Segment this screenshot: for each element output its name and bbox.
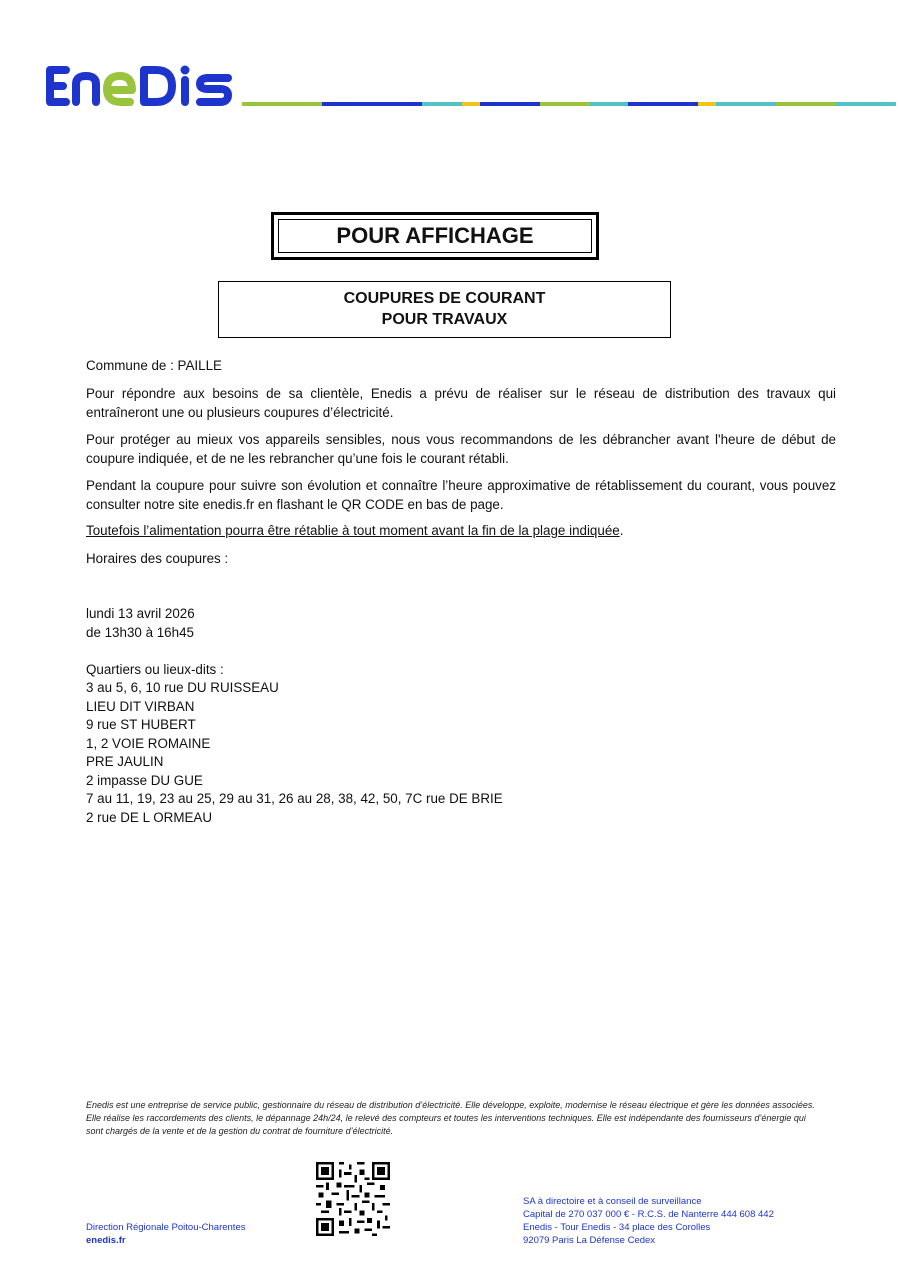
- legal-info: [523, 1195, 774, 1247]
- list-item: 2 impasse DU GUE: [86, 772, 203, 788]
- legal-line: Capital de 270 037 000 € - R.C.S. de Nanterre 444 608 442: [523, 1209, 774, 1220]
- legal-line: 92079 Paris La Défense Cedex: [523, 1235, 656, 1246]
- quartiers-label: Quartiers ou lieux-dits :: [86, 662, 224, 677]
- regional-direction: Direction Régionale Poitou-Charentes: [86, 1222, 246, 1233]
- paragraph-4: [86, 522, 836, 541]
- enedis-logo: [44, 62, 236, 110]
- subtitle-line-1: COUPURES DE COURANT: [343, 290, 546, 307]
- company-note: Enedis est une entreprise de service public, gestionnaire du réseau de distribution d’électricité. Elle développe, exploite, modernise le réseau électrique et gère les données associées. Elle réalise les raccordements des clients, le dépannage 24h/24, le relevé des compteurs et toutes les interventions techniques. Elle est indépendante des fournisseurs d’énergie qui sont chargés de la vente et de la gestion du contrat de fourniture d’électricité.: [86, 1100, 815, 1136]
- restore-notice: Toutefois l’alimentation pourra être rétablie à tout moment avant la fin de la plage indiquée: [86, 523, 620, 538]
- list-item: 1, 2 VOIE ROMAINE: [86, 735, 211, 751]
- places-list: [86, 679, 836, 827]
- title-frame: [271, 212, 599, 260]
- paragraph-1: Pour répondre aux besoins de sa clientèle, Enedis a prévu de réaliser sur le réseau de distribution des travaux qui entraîneront une ou plusieurs coupures d’électricité.: [86, 386, 836, 420]
- list-item: PRE JAULIN: [86, 754, 164, 769]
- list-item: 3 au 5, 6, 10 rue DU RUISSEAU: [86, 680, 279, 695]
- legal-line: SA à directoire et à conseil de surveillance: [523, 1196, 702, 1207]
- list-item: 9 rue ST HUBERT: [86, 717, 196, 732]
- horaires-label: Horaires des coupures :: [86, 551, 229, 566]
- subtitle-frame: [218, 281, 671, 338]
- list-item: 2 rue DE L ORMEAU: [86, 809, 213, 825]
- restore-notice-end: .: [619, 523, 624, 538]
- legal-line: Enedis - Tour Enedis - 34 place des Corolles: [523, 1222, 711, 1233]
- website-link[interactable]: enedis.fr: [86, 1235, 126, 1246]
- page-title: POUR AFFICHAGE: [278, 219, 592, 253]
- header-color-rule: [242, 102, 896, 106]
- footer-left: [86, 1221, 245, 1247]
- outage-time: de 13h30 à 16h45: [86, 625, 194, 640]
- list-item: LIEU DIT VIRBAN: [86, 698, 195, 714]
- list-item: 7 au 11, 19, 23 au 25, 29 au 31, 26 au 28, 38, 42, 50, 7C rue DE BRIE: [86, 791, 503, 806]
- paragraph-2: Pour protéger au mieux vos appareils sensibles, nous vous recommandons de les débrancher avant l'heure de début de coupure indiquée, et de ne les rebrancher qu’une fois le courant rétabli.: [86, 432, 836, 466]
- qr-code-icon[interactable]: [316, 1162, 390, 1236]
- commune-line: Commune de : PAILLE: [86, 358, 222, 373]
- outage-date: lundi 13 avril 2026: [86, 606, 195, 621]
- subtitle-line-2: POUR TRAVAUX: [381, 311, 508, 328]
- paragraph-3: Pendant la coupure pour suivre son évolution et connaître l’heure approximative de rétablissement du courant, vous pouvez consulter notre site enedis.fr en flashant le QR CODE en bas de page.: [86, 478, 836, 512]
